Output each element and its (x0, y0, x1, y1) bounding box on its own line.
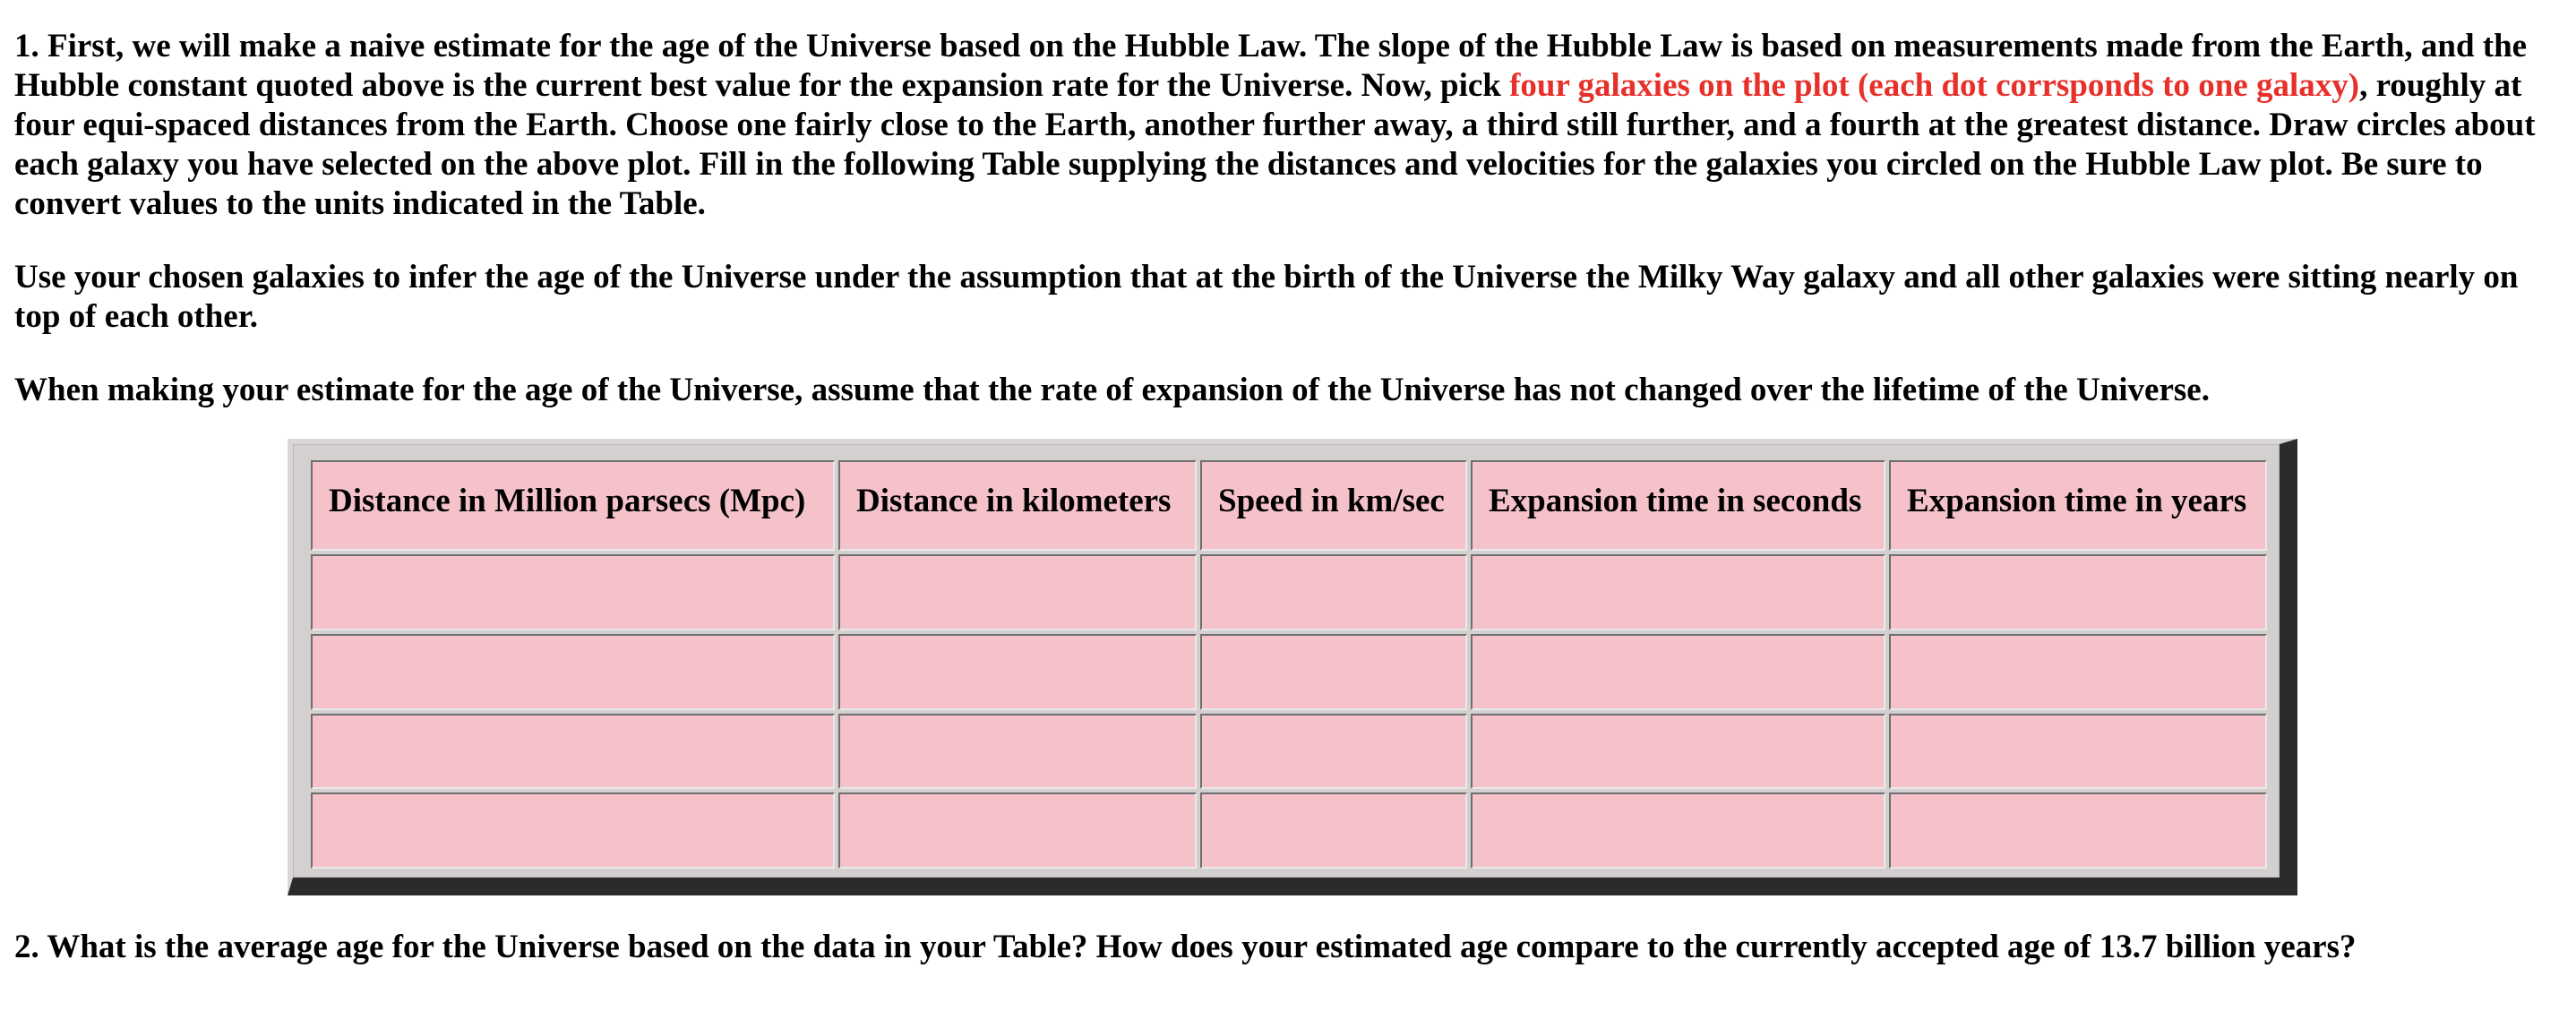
table-cell[interactable] (1889, 792, 2267, 869)
table-row (311, 714, 2267, 790)
table-cell[interactable] (311, 554, 835, 630)
data-table (307, 457, 2271, 872)
question-1-highlight: four galaxies on the plot (each dot corrsponds to one galaxy) (1509, 67, 2360, 104)
table-cell[interactable] (838, 714, 1197, 790)
table-cell[interactable] (1200, 554, 1467, 630)
table-cell[interactable] (1200, 634, 1467, 710)
table-cell[interactable] (838, 792, 1197, 869)
question-1-text-before: 1. First, we will make a naive estimate for the age of the Universe based on the Hubble Law. The slope of the Hubble Law is based on measurements made from the Earth, and the Hubble constant quoted above is the current best value for the expansion rate for the Universe. Now, pick (14, 28, 2528, 104)
table-cell[interactable] (1471, 792, 1885, 869)
table-cell[interactable] (311, 634, 835, 710)
table-cell[interactable] (311, 714, 835, 790)
table-cell[interactable] (311, 792, 835, 869)
table-cell[interactable] (838, 634, 1197, 710)
table-cell[interactable] (1889, 714, 2267, 790)
data-table-frame (288, 439, 2297, 895)
table-cell[interactable] (1200, 714, 1467, 790)
paragraph-age-assumption: Use your chosen galaxies to infer the age of the Universe under the assumption that at the birth of the Universe the Milky Way galaxy and all other galaxies were sitting nearly on top of each other. (14, 259, 2519, 335)
header-time-years: Expansion time in years (1889, 460, 2267, 551)
header-distance-mpc: Distance in Million parsecs (Mpc) (311, 460, 835, 551)
header-time-seconds: Expansion time in seconds (1471, 460, 1885, 551)
table-row (311, 554, 2267, 630)
table-cell[interactable] (1471, 554, 1885, 630)
table-cell[interactable] (838, 554, 1197, 630)
header-distance-km: Distance in kilometers (838, 460, 1197, 551)
paragraph-constant-expansion: When making your estimate for the age of the Universe, assume that the rate of expansion of the Universe has not changed over the lifetime of the Universe. (14, 372, 2210, 408)
table-cell[interactable] (1200, 792, 1467, 869)
question-1-text-after: , roughly at four equi-spaced distances from the Earth. Choose one fairly close to the Earth, another further away, a third still further, and a fourth at the greatest distance. Draw circles about each galaxy you have selected on the above plot. Fill in the following Table supplying the distances and velocities for the galaxies you circled on the Hubble Law plot. Be sure to convert values to the units indicated in the Table. (14, 67, 2536, 222)
question-1 (14, 27, 2565, 224)
header-speed: Speed in km/sec (1200, 460, 1467, 551)
table-cell[interactable] (1471, 634, 1885, 710)
table-cell[interactable] (1889, 634, 2267, 710)
table-cell[interactable] (1889, 554, 2267, 630)
worksheet-content (14, 27, 2565, 967)
table-header-row (311, 460, 2267, 551)
table-row (311, 634, 2267, 710)
table-row (311, 792, 2267, 869)
question-2: 2. What is the average age for the Universe based on the data in your Table? How does your estimated age compare to the currently accepted age of 13.7 billion years? (14, 929, 2357, 965)
table-cell[interactable] (1471, 714, 1885, 790)
